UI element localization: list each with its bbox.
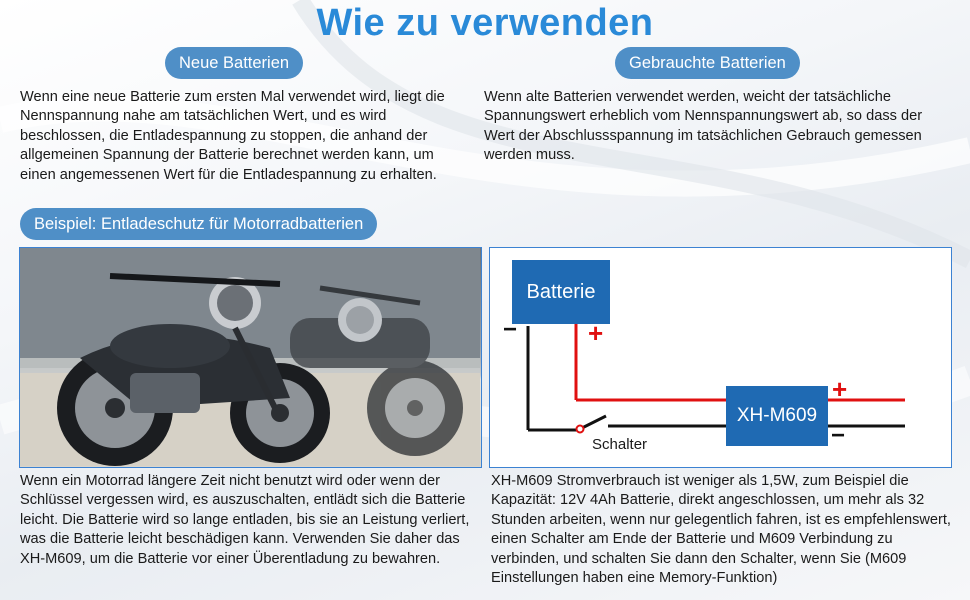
motorcycle-photo [19, 247, 482, 468]
module-minus-sign: − [831, 422, 846, 449]
text-motorcycle: Wenn ein Motorrad längere Zeit nicht benutzt wird oder wenn der Schlüssel vergessen wird, es auszuschalten, entlädt sich die Batterie leicht. Die Batterie wird so lange entladen, bis sie an Leistung verliert, was die Batterie leicht beschädigen kann. Verwenden Sie daher das XH-M609, um die Batterie vor einer Überentladung zu bewahren. [20, 473, 470, 567]
label-example: Beispiel: Entladeschutz für Motorradbatterien [20, 208, 377, 240]
switch-label: Schalter [592, 436, 648, 453]
module-plus-sign: + [832, 374, 848, 404]
text-module: XH-M609 Stromverbrauch ist weniger als 1,5W, zum Beispiel die Kapazität: 12V 4Ah Batterie, direkt angeschlossen, um mehr als 32 Stunden arbeiten, wenn nur gelegentlich fahren, ist es empfehlenswert, einen Schalter am Ende der Batterie und M609 Verbindung zu verbinden, und schalten Sie dann den Schalter, wenn Sie (M609 Einstellungen haben eine Memory-Funktion) [491, 473, 951, 587]
wiring-diagram [489, 247, 952, 468]
module-label: XH-M609 [736, 405, 818, 426]
text-used-batteries: Wenn alte Batterien verwendet werden, weicht der tatsächliche Spannungswert erheblich vom Nennspannungswert ab, so dass der Wert der Abschlussspannung im tatsächlichen Gebrauch gemessen werden muss. [484, 89, 923, 164]
battery-minus-sign: − [503, 316, 518, 343]
label-new-batteries: Neue Batterien [165, 47, 303, 79]
page-title: Wie zu verwenden [316, 2, 654, 44]
battery-label: Batterie [526, 281, 596, 303]
battery-plus-sign: + [588, 318, 604, 348]
label-used-batteries: Gebrauchte Batterien [615, 47, 800, 79]
text-new-batteries: Wenn eine neue Batterie zum ersten Mal verwendet wird, liegt die Nennspannung nahe am tatsächlichen Wert, und es wird beschlossen, die Entladespannung zu stoppen, die anhand der allgemeinen Spannung der Batterie berechnet werden kann, um einen angemessenen Wert für die Entladespannung zu erhalten. [20, 89, 445, 183]
